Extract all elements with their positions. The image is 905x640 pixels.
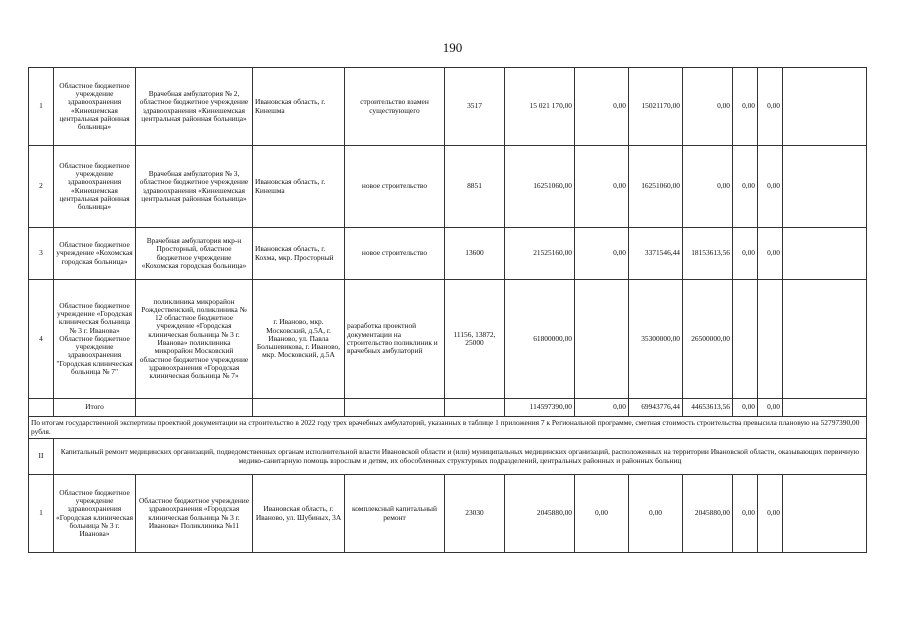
cell-org: Областное бюджетное учреждение здравоохранения «Городская клиническая больница № 3 г. Иванова»	[54, 475, 136, 553]
cell-total: 21525160,00	[505, 228, 575, 280]
cell-work: разработка проектной документации на строительство поликлиник и врачебных амбулаторий	[345, 280, 445, 399]
cell-value: 0,00	[758, 228, 783, 280]
cell-value: 35300000,00	[629, 280, 683, 399]
total-label: Итого	[54, 399, 136, 417]
cell-value: 0,00	[575, 475, 629, 553]
cell-value: 0,00	[575, 68, 629, 146]
section-number: II	[29, 439, 54, 475]
cell-empty	[136, 399, 253, 417]
cell-object: Врачебная амбулатория № 2, областное бюджетное учреждение здравоохранения «Кинешемская центральная районная больница»	[136, 68, 253, 146]
cell-value	[575, 280, 629, 399]
cell-work: новое строительство	[345, 228, 445, 280]
cell-value: 18153613,56	[683, 228, 733, 280]
cell-value: 3371546,44	[629, 228, 683, 280]
cell-value: 44653613,56	[683, 399, 733, 417]
cell-empty	[783, 228, 867, 280]
cell-value: 0,00	[758, 68, 783, 146]
cell-value: 0,00	[575, 399, 629, 417]
cell-value: 0,00	[733, 228, 758, 280]
cell-empty	[29, 399, 54, 417]
program-table	[28, 67, 867, 553]
cell-total: 114597390,00	[505, 399, 575, 417]
cell-object: Областное бюджетное учреждение здравоохранения «Городская клиническая больница № 3 г. Иванова» Поликлиника №11	[136, 475, 253, 553]
cell-total: 16251060,00	[505, 146, 575, 228]
cell-org: Областное бюджетное учреждение «Городская клиническая больница № 3 г. Иванова» Областное бюджетное учреждение здравоохранения "Городская клиническая больница № 7"	[54, 280, 136, 399]
cell-address: г. Иваново, мкр. Московский, д.5А, г. Иваново, ул. Павла Большевикова, г. Иваново, мкр. Московский, д.5А	[253, 280, 345, 399]
cell-value: 2045880,00	[683, 475, 733, 553]
cell-code: 3517	[445, 68, 505, 146]
cell-address: Ивановская область, г. Кинешма	[253, 146, 345, 228]
cell-total: 15 021 170,00	[505, 68, 575, 146]
cell-empty	[783, 146, 867, 228]
cell-total: 61800000,00	[505, 280, 575, 399]
cell-org: Областное бюджетное учреждение «Кохомская городская больница»	[54, 228, 136, 280]
cell-value: 0,00	[575, 228, 629, 280]
cell-value: 0,00	[733, 399, 758, 417]
cell-org: Областное бюджетное учреждение здравоохранения «Кинешемская центральная районная больница»	[54, 68, 136, 146]
cell-empty	[783, 399, 867, 417]
cell-value: 0,00	[758, 146, 783, 228]
cell-empty	[783, 475, 867, 553]
cell-object: поликлиника микрорайон Рождественский, поликлиника № 12 областное бюджетное учреждение «Городская клиническая больница № 3 г. Иванова» поликлиника микрорайон Московский областное бюджетное учреждение здравоохранения «Городская клиническая больница № 7»	[136, 280, 253, 399]
note-row	[29, 417, 867, 439]
cell-num: 4	[29, 280, 54, 399]
cell-code: 23030	[445, 475, 505, 553]
cell-value	[733, 280, 758, 399]
table-row	[29, 146, 867, 228]
cell-work: комплексный капитальный ремонт	[345, 475, 445, 553]
cell-code: 11156, 13872, 25000	[445, 280, 505, 399]
cell-value: 16251060,00	[629, 146, 683, 228]
note-text: По итогам государственной экспертизы проектной документации на строительство в 2022 году трех врачебных амбулаторий, указанных в таблице 1 приложения 7 к Региональной программе, сметная стоимость строительства превысила плановую на 52797390,00 рубля.	[29, 417, 867, 439]
cell-code: 13600	[445, 228, 505, 280]
cell-num: 2	[29, 146, 54, 228]
table-row	[29, 280, 867, 399]
cell-num: 1	[29, 475, 54, 553]
cell-value: 69943776,44	[629, 399, 683, 417]
cell-empty	[253, 399, 345, 417]
cell-num: 3	[29, 228, 54, 280]
cell-org: Областное бюджетное учреждение здравоохранения «Кинешемская центральная районная больница»	[54, 146, 136, 228]
cell-empty	[783, 68, 867, 146]
cell-work: новое строительство	[345, 146, 445, 228]
cell-value: 0,00	[758, 475, 783, 553]
cell-empty	[345, 399, 445, 417]
cell-value: 0,00	[683, 68, 733, 146]
cell-value: 0,00	[683, 146, 733, 228]
cell-empty	[445, 399, 505, 417]
cell-value: 0,00	[629, 475, 683, 553]
cell-address: Ивановская область, г. Кинешма	[253, 68, 345, 146]
cell-code: 8851	[445, 146, 505, 228]
cell-value: 0,00	[733, 68, 758, 146]
cell-address: Ивановская область, г. Кохма, мкр. Просторный	[253, 228, 345, 280]
total-row	[29, 399, 867, 417]
cell-total: 2045880,00	[505, 475, 575, 553]
cell-value: 0,00	[733, 475, 758, 553]
cell-object: Врачебная амбулатория № 3, областное бюджетное учреждение здравоохранения «Кинешемская центральная районная больница»	[136, 146, 253, 228]
section-title: Капитальный ремонт медицинских организаций, подведомственных органам исполнительной власти Ивановской области и (или) муниципальных медицинских организаций, расположенных на территории Ивановской области, оказывающих первичную медико-санитарную помощь взрослым и детям, их обособленных структурных подразделений, центральных районных и районных больниц	[54, 439, 867, 475]
table-row	[29, 475, 867, 553]
cell-address: Ивановская область, г. Иваново, ул. Шубиных, 3А	[253, 475, 345, 553]
cell-value: 0,00	[575, 146, 629, 228]
cell-value: 0,00	[758, 399, 783, 417]
cell-object: Врачебная амбулатория мкр-н Просторный, областное бюджетное учреждение «Кохомская городская больница»	[136, 228, 253, 280]
section-row	[29, 439, 867, 475]
page-number: 190	[442, 40, 463, 55]
cell-value: 0,00	[733, 146, 758, 228]
cell-value: 26500000,00	[683, 280, 733, 399]
cell-empty	[783, 280, 867, 399]
cell-num: 1	[29, 68, 54, 146]
table-row	[29, 68, 867, 146]
table-row	[29, 228, 867, 280]
cell-value	[758, 280, 783, 399]
cell-value: 15021170,00	[629, 68, 683, 146]
cell-work: строительство взамен существующего	[345, 68, 445, 146]
